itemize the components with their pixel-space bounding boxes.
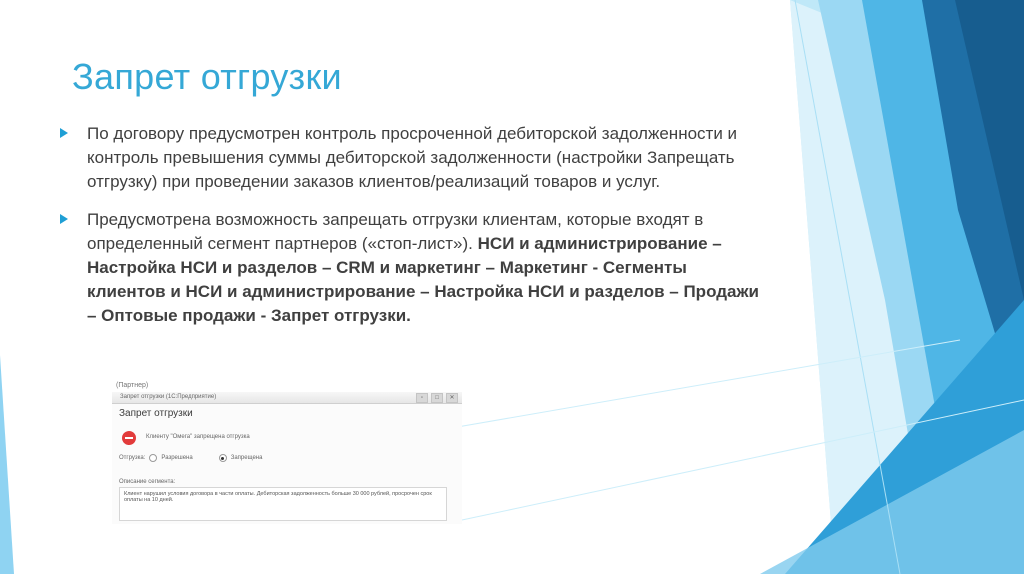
bullet-item-1 <box>60 122 760 194</box>
maximize-icon[interactable]: □ <box>431 393 443 403</box>
window-title: Запрет отгрузки (1С:Предприятие) <box>120 394 217 400</box>
bullet-text-2-plain: Предусмотрена возможность запрещать отгрузки клиентам, которые входят в определенный сегмент партнеров («стоп-лист»). <box>87 210 704 253</box>
description-field[interactable]: Клиент нарушил условия договора в части оплаты. Дебиторская задолженность больше 30 000 рублей, просрочен срок оплаты на 10 дней. <box>119 487 447 521</box>
bullet-arrow-icon <box>60 214 68 224</box>
radio-forbidden[interactable] <box>219 454 227 462</box>
bullet-item-2 <box>60 208 760 328</box>
radio-allowed[interactable] <box>149 454 157 462</box>
bullet-text-1: По договору предусмотрен контроль просроченной дебиторской задолженности и контроль превышения суммы дебиторской задолженности (настройки Запрещать отгрузку) при проведении заказов клиентов/реализаций товаров и услуг. <box>87 124 738 191</box>
shipment-label: Отгрузка: <box>119 455 146 461</box>
minimize-icon[interactable]: ▫ <box>416 393 428 403</box>
window-controls <box>416 393 458 403</box>
slide-title: Запрет отгрузки <box>72 56 342 97</box>
block-message: Клиенту "Омега" запрещена отгрузка <box>146 434 250 440</box>
radio-allowed-label: Разрешена <box>161 455 193 461</box>
radio-forbidden-label: Запрещена <box>230 455 263 461</box>
stop-icon <box>122 431 136 445</box>
partner-caption: (Партнер) <box>116 382 149 389</box>
window-titlebar <box>112 392 462 404</box>
embedded-screenshot <box>112 382 462 524</box>
shipment-radio-group <box>119 454 262 462</box>
form-header: Запрет отгрузки <box>119 408 193 419</box>
bullet-text-2 <box>87 208 760 328</box>
bullet-list <box>60 122 760 342</box>
bullet-text-2-bold: НСИ и администрирование – Настройка НСИ и разделов – CRM и маркетинг – Маркетинг - Сегменты клиентов и НСИ и администрирование – Настройка НСИ и разделов – Продажи – Оптовые продажи - Запрет отгрузки. <box>87 234 759 325</box>
close-icon[interactable]: ✕ <box>446 393 458 403</box>
bullet-arrow-icon <box>60 128 68 138</box>
window-body <box>112 404 462 524</box>
description-label: Описание сегмента: <box>119 479 176 485</box>
deco-left-sliver <box>0 355 14 574</box>
